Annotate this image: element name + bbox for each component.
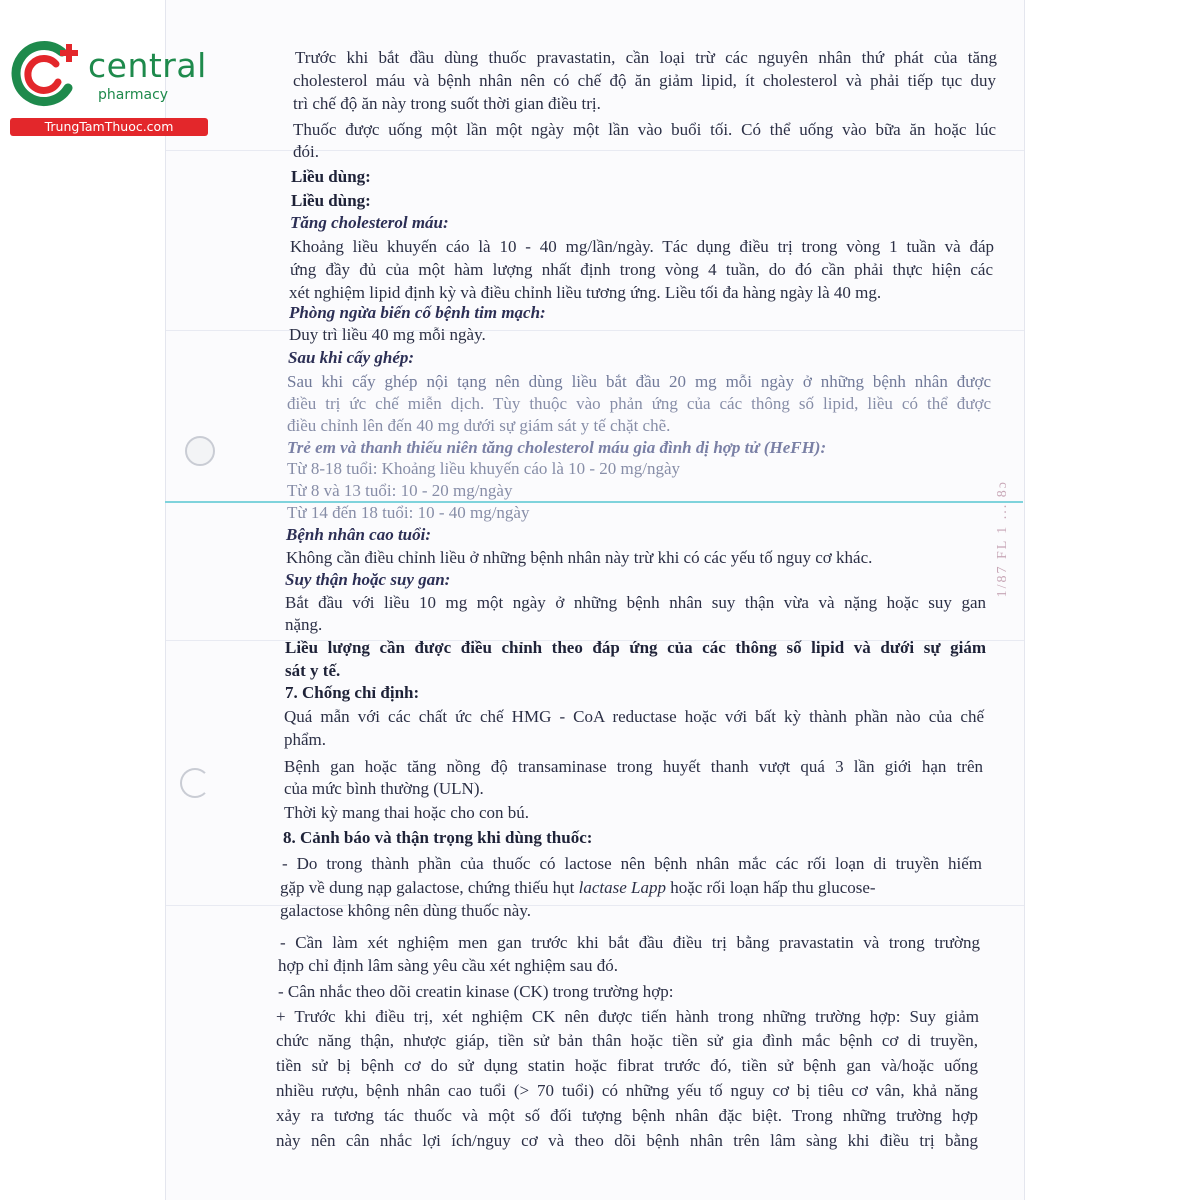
section-heading: 7. Chống chỉ định: bbox=[285, 683, 420, 702]
text-line bbox=[280, 877, 876, 899]
text-fragment: gặp về dung nạp galactose, chứng thiếu hụt bbox=[280, 878, 575, 897]
margin-annotation: 1/87 FL 1 ... 8ɔ bbox=[995, 480, 1010, 598]
text-line: Thời kỳ mang thai hoặc cho con bú. bbox=[284, 803, 530, 822]
text-line: Không cần điều chỉnh liều ở những bệnh nhân này trừ khi có các yếu tố nguy cơ khác. bbox=[286, 548, 873, 567]
text-line: Bắt đầu với liều 10 mg một ngày ở những bệnh nhân suy thận vừa và nặng hoặc suy gan bbox=[285, 593, 986, 612]
text-line: + Trước khi điều trị, xét nghiệm CK nên được tiến hành trong những trường hợp: Suy giảm bbox=[276, 1007, 979, 1026]
subsection-heading: Sau khi cấy ghép: bbox=[288, 348, 415, 367]
text-line: hợp chỉ định lâm sàng yêu cầu xét nghiệm sau đó. bbox=[278, 956, 618, 975]
text-line: Duy trì liều 40 mg mỗi ngày. bbox=[289, 325, 486, 344]
text-line: Từ 8 và 13 tuổi: 10 - 20 mg/ngày bbox=[287, 481, 513, 500]
emphasis-line: Liều lượng cần được điều chỉnh theo đáp ứng của các thông số lipid và dưới sự giám bbox=[285, 638, 986, 657]
text-line: điều chỉnh lên đến 40 mg dưới sự giám sát y tế chặt chẽ. bbox=[287, 416, 671, 435]
text-line: xét nghiệm lipid định kỳ và điều chỉnh liều tương ứng. Liều tối đa hàng ngày là 40 mg. bbox=[289, 283, 882, 302]
subsection-heading: Bệnh nhân cao tuổi: bbox=[286, 525, 432, 544]
text-line: Trước khi bắt đầu dùng thuốc pravastatin, cần loại trừ các nguyên nhân thứ phát của tăng bbox=[295, 48, 997, 67]
text-line: này nên cân nhắc lợi ích/nguy cơ và theo dõi bệnh nhân trên lâm sàng khi điều trị bằng bbox=[276, 1131, 978, 1150]
text-line: đói. bbox=[293, 142, 319, 161]
text-line: nhiều rượu, bệnh nhân cao tuổi (> 70 tuổi) có những yếu tố nguy cơ bị tiêu cơ vân, khả năng bbox=[276, 1081, 978, 1100]
text-line: phẩm. bbox=[284, 730, 327, 749]
section-heading: 8. Cảnh báo và thận trọng khi dùng thuốc: bbox=[283, 828, 593, 847]
text-line: tiền sử bị bệnh cơ do sử dụng statin hoặc fibrat trước đó, tiền sử bệnh gan và/hoặc uống bbox=[276, 1056, 978, 1075]
subsection-heading: Tăng cholesterol máu: bbox=[290, 213, 449, 232]
text-line: - Cân nhắc theo dõi creatin kinase (CK) trong trường hợp: bbox=[278, 982, 674, 1001]
text-fragment: hoặc rối loạn hấp thu glucose- bbox=[670, 878, 876, 897]
section-heading: Liều dùng: bbox=[291, 167, 371, 186]
section-heading: Liều dùng: bbox=[291, 191, 371, 210]
logo-website-url[interactable]: TrungTamThuoc.com bbox=[10, 118, 208, 136]
logo-brand-name: central bbox=[88, 46, 207, 85]
logo-brand-sub: pharmacy bbox=[98, 87, 169, 103]
text-line: nặng. bbox=[285, 615, 323, 634]
subsection-heading: Trẻ em và thanh thiếu niên tăng cholesterol máu gia đình dị hợp tử (HeFH): bbox=[287, 438, 827, 457]
italic-term: lactase Lapp bbox=[578, 878, 666, 897]
subsection-heading: Phòng ngừa biến cố bệnh tim mạch: bbox=[289, 303, 546, 322]
text-line: ứng đầy đủ của một hàm lượng nhất định trong vòng 4 tuần, do đó cần phải thực hiện các bbox=[290, 260, 993, 279]
text-line: xảy ra tương tác thuốc và một số đối tượng bệnh nhân đặc biệt. Trong những trường hợp bbox=[276, 1106, 978, 1125]
emphasis-line: sát y tế. bbox=[285, 661, 341, 680]
text-line: - Do trong thành phần của thuốc có lactose nên bệnh nhân mắc các rối loạn di truyền hiếm bbox=[282, 854, 982, 873]
text-line: Từ 8-18 tuổi: Khoảng liều khuyến cáo là 10 - 20 mg/ngày bbox=[287, 459, 681, 478]
text-line: trì chế độ ăn này trong suốt thời gian điều trị. bbox=[293, 94, 601, 113]
text-line: - Cần làm xét nghiệm men gan trước khi bắt đầu điều trị bằng pravastatin và trong trường bbox=[280, 933, 980, 952]
text-line: điều trị ức chế miễn dịch. Tùy thuộc vào phản ứng của các thông số lipid, liều có thể được bbox=[287, 394, 991, 413]
text-line: Từ 14 đến 18 tuổi: 10 - 40 mg/ngày bbox=[287, 503, 530, 522]
text-line: cholesterol máu và bệnh nhân nên có chế độ ăn giảm lipid, ít cholesterol và phải tiếp tục duy bbox=[293, 71, 996, 90]
text-line: Sau khi cấy ghép nội tạng nên dùng liều bắt đầu 20 mg mỗi ngày ở những bệnh nhân được bbox=[287, 372, 991, 391]
text-line: galactose không nên dùng thuốc này. bbox=[280, 901, 531, 920]
text-line: chức năng thận, nhược giáp, tiền sử bản thân hoặc tiền sử gia đình mắc bệnh cơ di truyền, bbox=[276, 1031, 978, 1050]
text-line: Bệnh gan hoặc tăng nồng độ transaminase trong huyết thanh vượt quá 3 lần giới hạn trên bbox=[284, 757, 983, 776]
text-line: của mức bình thường (ULN). bbox=[284, 779, 484, 798]
subsection-heading: Suy thận hoặc suy gan: bbox=[285, 570, 451, 589]
text-line: Khoảng liều khuyến cáo là 10 - 40 mg/lần/ngày. Tác dụng điều trị trong vòng 1 tuần và đáp bbox=[290, 237, 994, 256]
text-line: Thuốc được uống một lần một ngày một lần vào buổi tối. Có thể uống vào bữa ăn hoặc lúc bbox=[293, 120, 996, 139]
text-line: Quá mẫn với các chất ức chế HMG - CoA reductase hoặc với bất kỳ thành phần nào của chế bbox=[284, 707, 984, 726]
